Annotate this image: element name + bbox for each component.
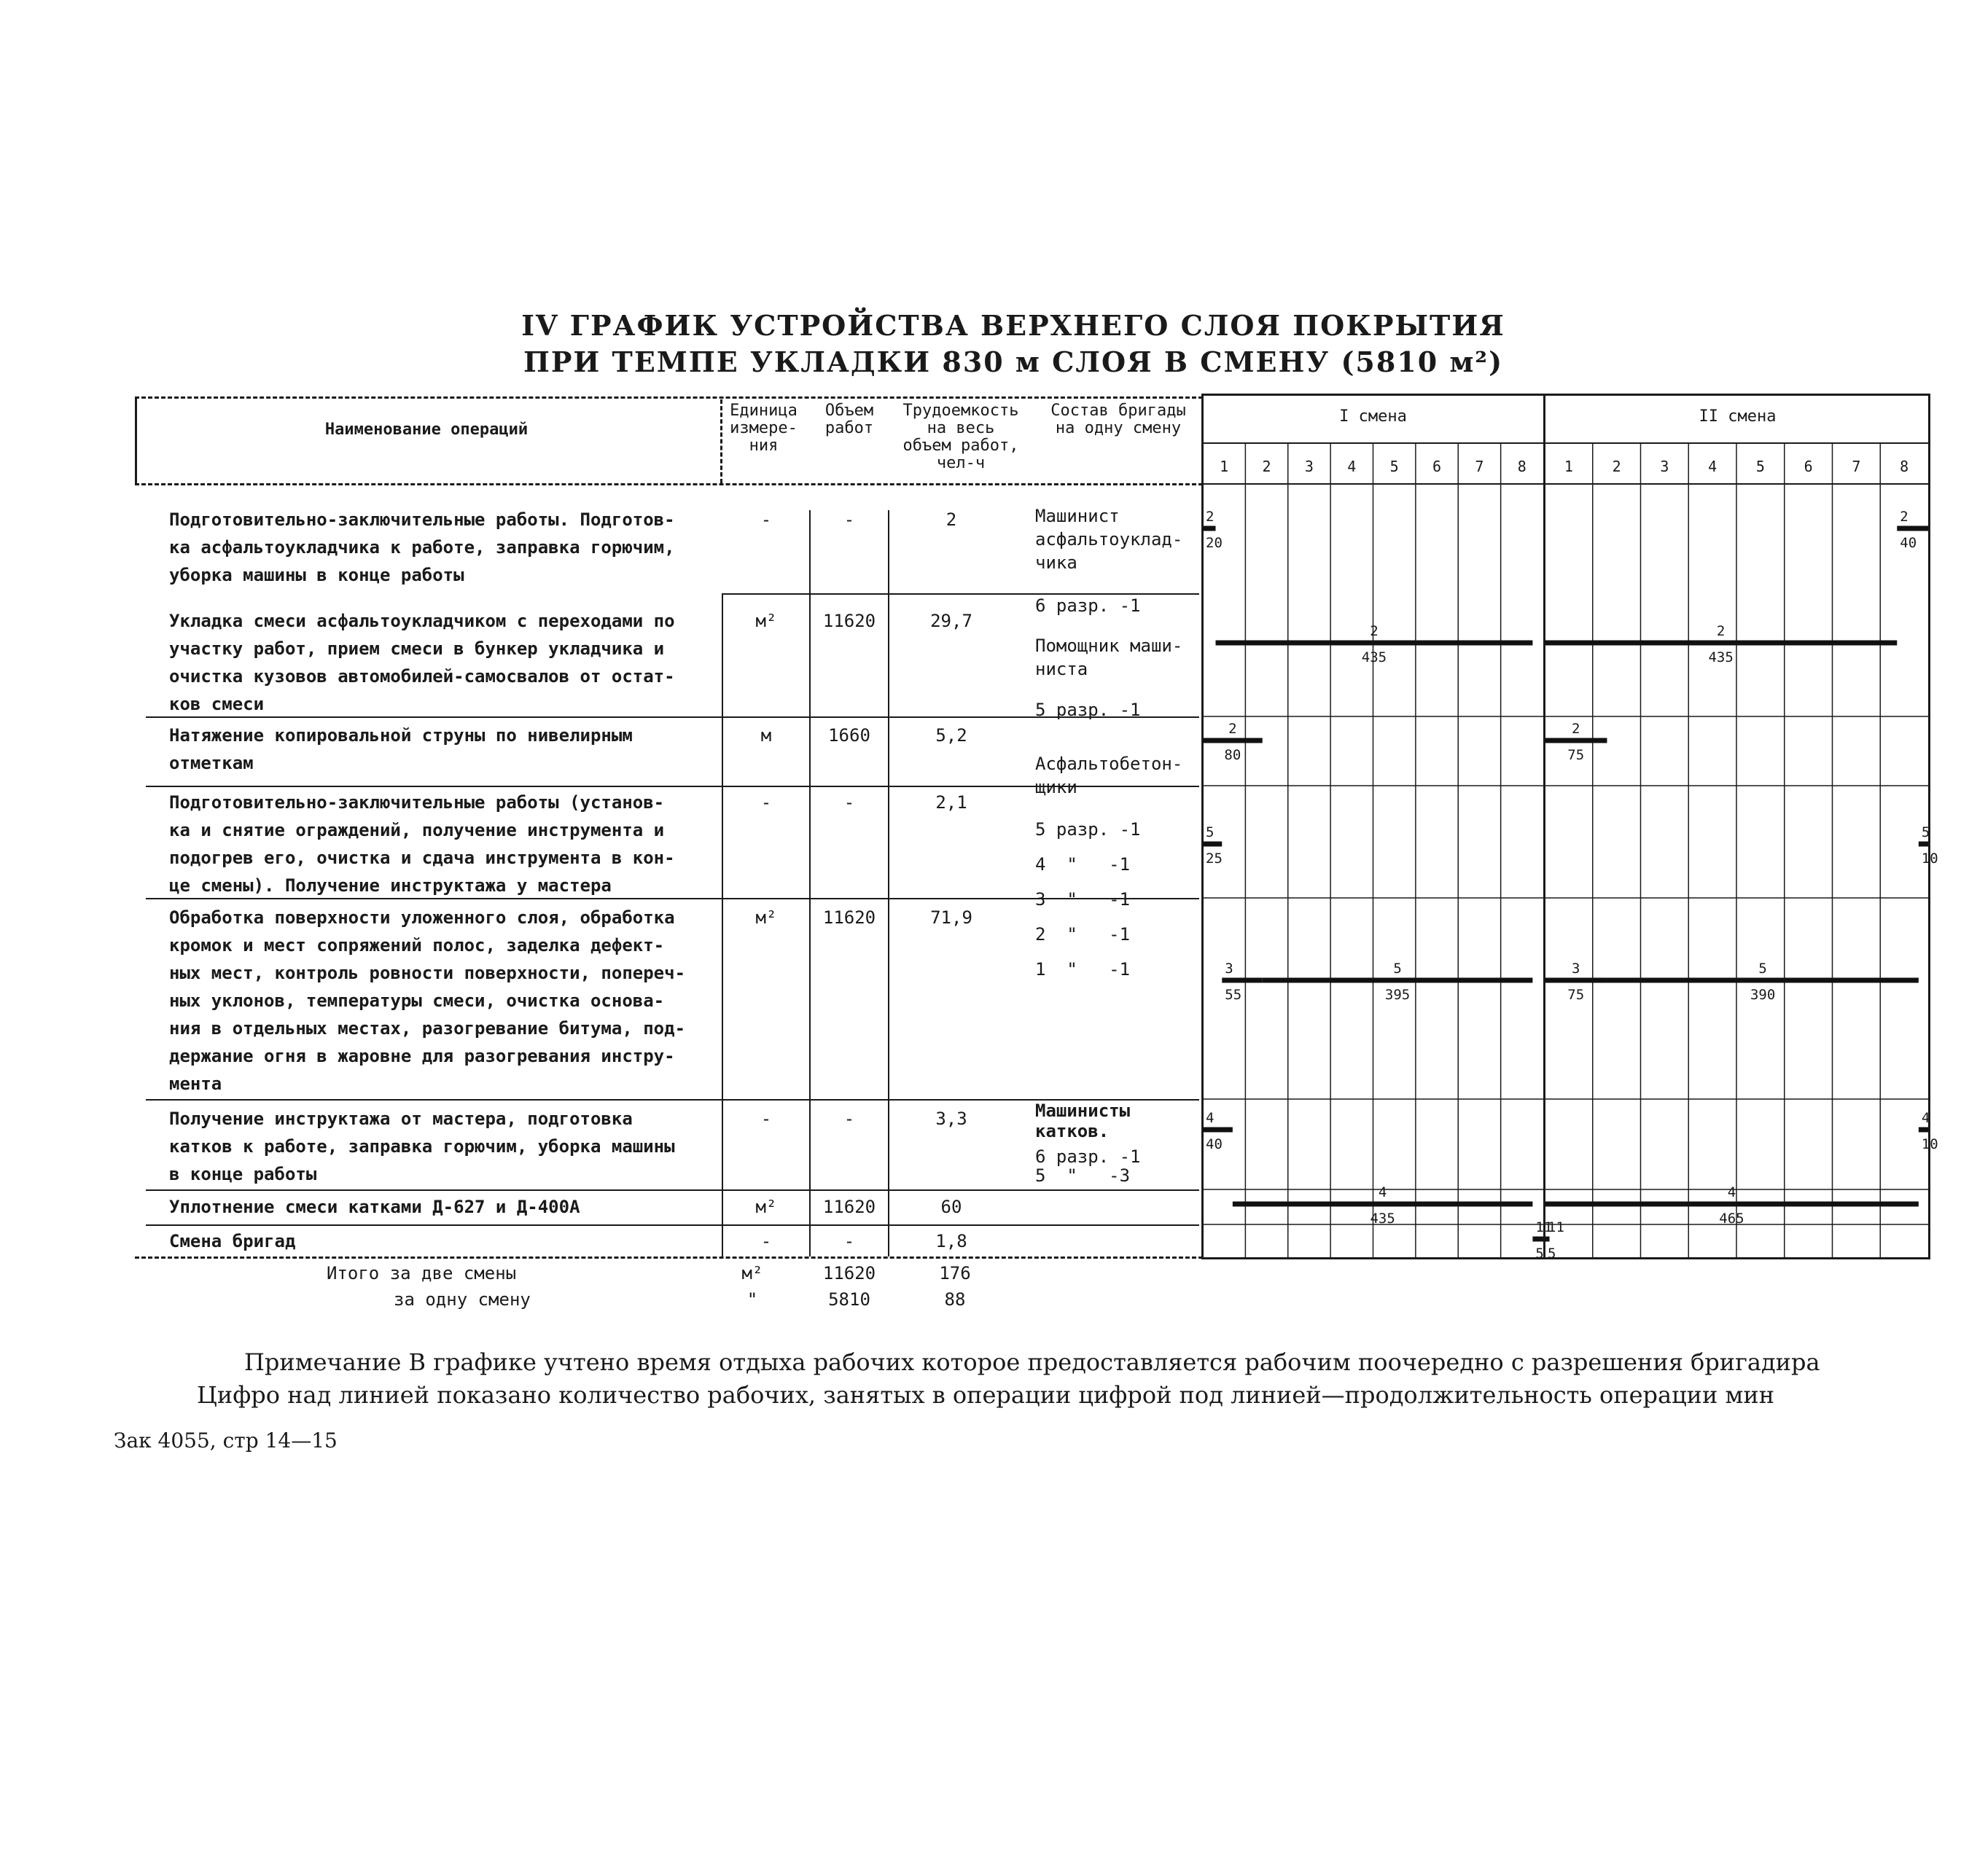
gantt-duration-label: 10: [1921, 1136, 1938, 1152]
gantt-duration-label: 5: [1535, 1246, 1544, 1262]
totals-one-shift-unit: ": [746, 1289, 758, 1310]
row-3-unit: -: [760, 792, 772, 813]
gantt-workers-label: 11: [1548, 1219, 1564, 1235]
note-line1: Примечание В графике учтено время отдыха рабочих которое предоставляется рабочим поочередно с разрешения бригадира: [244, 1348, 1820, 1376]
gantt-workers-label: 4: [1921, 1110, 1930, 1126]
gantt-workers-label: 2: [1900, 509, 1908, 525]
gantt-duration-label: 40: [1900, 535, 1917, 551]
row-4-unit: м²: [755, 907, 777, 928]
row-5-labor: 3,3: [935, 1109, 967, 1129]
header-operation: Наименование операций: [324, 421, 529, 439]
gantt-workers-label: 2: [1716, 623, 1726, 639]
hour-label: 3: [1660, 458, 1669, 475]
gantt-workers-label: 2: [1370, 623, 1379, 639]
gantt-duration-label: 465: [1719, 1211, 1744, 1227]
gantt-workers-label: 4: [1206, 1110, 1214, 1126]
crew-group1-rank: 6 разр. -1: [1035, 595, 1141, 616]
row-7-unit: -: [760, 1231, 772, 1251]
gantt-duration-label: 10: [1921, 851, 1938, 867]
row-2-volume: 1660: [828, 725, 870, 746]
gantt-workers-label: 2: [1572, 721, 1580, 737]
note-line2: Цифро над линией показано количество рабочих, занятых в операции цифрой под линией—продолжительность операции мин: [197, 1381, 1775, 1409]
gantt-duration-label: 55: [1225, 987, 1242, 1003]
row-6-name: Уплотнение смеси катками Д-627 и Д-400А: [169, 1197, 580, 1217]
hour-label: 4: [1347, 458, 1357, 475]
gantt-workers-label: 4: [1378, 1184, 1387, 1200]
hour-label: 5: [1389, 458, 1399, 475]
header-volume: Объем работ: [824, 402, 874, 437]
crew-group1: Машинист асфальтоуклад- чика: [1035, 506, 1183, 573]
hour-label: 1: [1564, 458, 1573, 475]
crew-group4: Машинисты катков.: [1035, 1101, 1131, 1141]
gantt-workers-label: 5: [1393, 961, 1402, 977]
totals-two-shifts-unit: м²: [741, 1263, 763, 1283]
footer-order: Зак 4055, стр 14—15: [114, 1429, 338, 1453]
gantt-workers-label: 11: [1535, 1219, 1553, 1235]
crew-group4-ranks: 6 разр. -1 5 " -3: [1035, 1146, 1141, 1186]
row-4-labor: 71,9: [930, 907, 972, 928]
totals-one-shift-volume: 5810: [828, 1289, 870, 1310]
row-0-unit: -: [760, 509, 772, 530]
gantt-duration-label: 75: [1567, 747, 1585, 763]
crew-group3-ranks: 5 разр. -1 4 " -1 3 " -1 2 " -1 1 " -1: [1035, 819, 1141, 980]
gantt-duration-label: 435: [1708, 649, 1734, 665]
gantt-duration-label: 40: [1206, 1136, 1223, 1152]
hour-label: 7: [1852, 458, 1861, 475]
gantt-duration-label: 20: [1206, 535, 1223, 551]
row-0-labor: 2: [945, 509, 957, 530]
gantt-duration-label: 5: [1548, 1246, 1556, 1262]
row-5-unit: -: [760, 1109, 772, 1129]
hour-label: 2: [1262, 458, 1271, 475]
row-4-name: Обработка поверхности уложенного слоя, обработка кромок и мест сопряжений полос, заделка дефект- ных мест, контроль ровности поверхности, попереч- ных уклонов, температуры смеси, очистка основа- ния в отдельных местах, разогревание битума, под- держание огня в жаровне для разогревания инстру- мента: [169, 907, 686, 1094]
hour-label: 2: [1612, 458, 1621, 475]
row-1-unit: м²: [755, 611, 777, 631]
row-3-labor: 2,1: [935, 792, 967, 813]
hour-label: 5: [1755, 458, 1765, 475]
gantt-workers-label: 5: [1921, 824, 1930, 840]
gantt-duration-label: 80: [1224, 747, 1241, 763]
gantt-workers-label: 3: [1225, 961, 1233, 977]
header-shift1: I смена: [1339, 407, 1407, 426]
row-1-volume: 11620: [822, 611, 876, 631]
totals-two-shifts-volume: 11620: [822, 1263, 876, 1283]
row-3-volume: -: [843, 792, 855, 813]
gantt-duration-label: 435: [1361, 649, 1387, 665]
gantt-workers-label: 2: [1206, 509, 1214, 525]
gantt-duration-label: 435: [1370, 1211, 1395, 1227]
row-3-name: Подготовительно-заключительные работы (установ- ка и снятие ограждений, получение инструмента и подогрев его, очистка и сдача инструмента в кон- це смены). Получение инструктажа у мастера: [169, 792, 675, 896]
crew-group2-rank: 5 разр. -1: [1035, 700, 1141, 720]
header-crew: Состав бригады на одну смену: [1050, 402, 1186, 437]
gantt-duration-label: 395: [1384, 987, 1411, 1003]
row-1-labor: 29,7: [930, 611, 972, 631]
row-0-volume: -: [843, 509, 855, 530]
gantt-workers-label: 4: [1727, 1184, 1736, 1200]
totals-two-shifts-label: Итого за две смены: [327, 1263, 517, 1283]
gantt-duration-label: 75: [1567, 987, 1585, 1003]
header-shift2: II смена: [1699, 407, 1777, 426]
row-5-name: Получение инструктажа от мастера, подготовка катков к работе, заправка горючим, уборка машины в конце работы: [169, 1109, 675, 1184]
row-5-volume: -: [843, 1109, 855, 1129]
gantt-duration-label: 390: [1750, 987, 1776, 1003]
hour-label: 7: [1475, 458, 1484, 475]
row-0-name: Подготовительно-заключительные работы. Подготов- ка асфальтоукладчика к работе, заправка горючим, уборка машины в конце работы: [169, 509, 675, 585]
hour-label: 6: [1804, 458, 1813, 475]
row-7-labor: 1,8: [935, 1231, 967, 1251]
row-6-unit: м²: [755, 1197, 777, 1217]
hour-label: 4: [1708, 458, 1717, 475]
document-title-line1: IV ГРАФИК УСТРОЙСТВА ВЕРХНЕГО СЛОЯ ПОКРЫТИЯ: [521, 309, 1505, 342]
header-labor: Трудоемкость на весь объем работ, чел-ч: [902, 402, 1019, 472]
row-1-name: Укладка смеси асфальтоукладчиком с переходами по участку работ, прием смеси в бункер укладчика и очистка кузовов автомобилей-самосвалов от остат- ков смеси: [169, 611, 675, 714]
hour-label: 1: [1220, 458, 1229, 475]
hour-label: 3: [1304, 458, 1314, 475]
hour-label: 8: [1517, 458, 1527, 475]
gantt-workers-label: 5: [1758, 961, 1767, 977]
gantt-workers-label: 5: [1206, 824, 1214, 840]
row-7-name: Смена бригад: [169, 1231, 296, 1251]
header-unit: Единица измере- ния: [730, 402, 798, 455]
row-7-volume: -: [843, 1231, 855, 1251]
row-2-name: Натяжение копировальной струны по нивелирным отметкам: [169, 725, 633, 773]
crew-group3: Асфальтобетон- щики: [1035, 754, 1183, 797]
row-2-unit: м: [760, 725, 772, 746]
totals-one-shift-label: за одну смену: [394, 1289, 531, 1310]
crew-group2: Помощник маши- ниста: [1035, 636, 1183, 679]
gantt-duration-label: 25: [1206, 851, 1223, 867]
row-4-volume: 11620: [822, 907, 876, 928]
row-6-volume: 11620: [822, 1197, 876, 1217]
document-title-line2: ПРИ ТЕМПЕ УКЛАДКИ 830 м СЛОЯ В СМЕНУ (5810 м²): [523, 345, 1504, 378]
row-6-labor: 60: [940, 1197, 962, 1217]
totals-two-shifts-labor: 176: [939, 1263, 971, 1283]
row-2-labor: 5,2: [935, 725, 967, 746]
gantt-workers-label: 3: [1572, 961, 1580, 977]
hour-label: 8: [1900, 458, 1909, 475]
totals-one-shift-labor: 88: [944, 1289, 966, 1310]
hour-label: 6: [1432, 458, 1442, 475]
gantt-workers-label: 2: [1228, 721, 1237, 737]
